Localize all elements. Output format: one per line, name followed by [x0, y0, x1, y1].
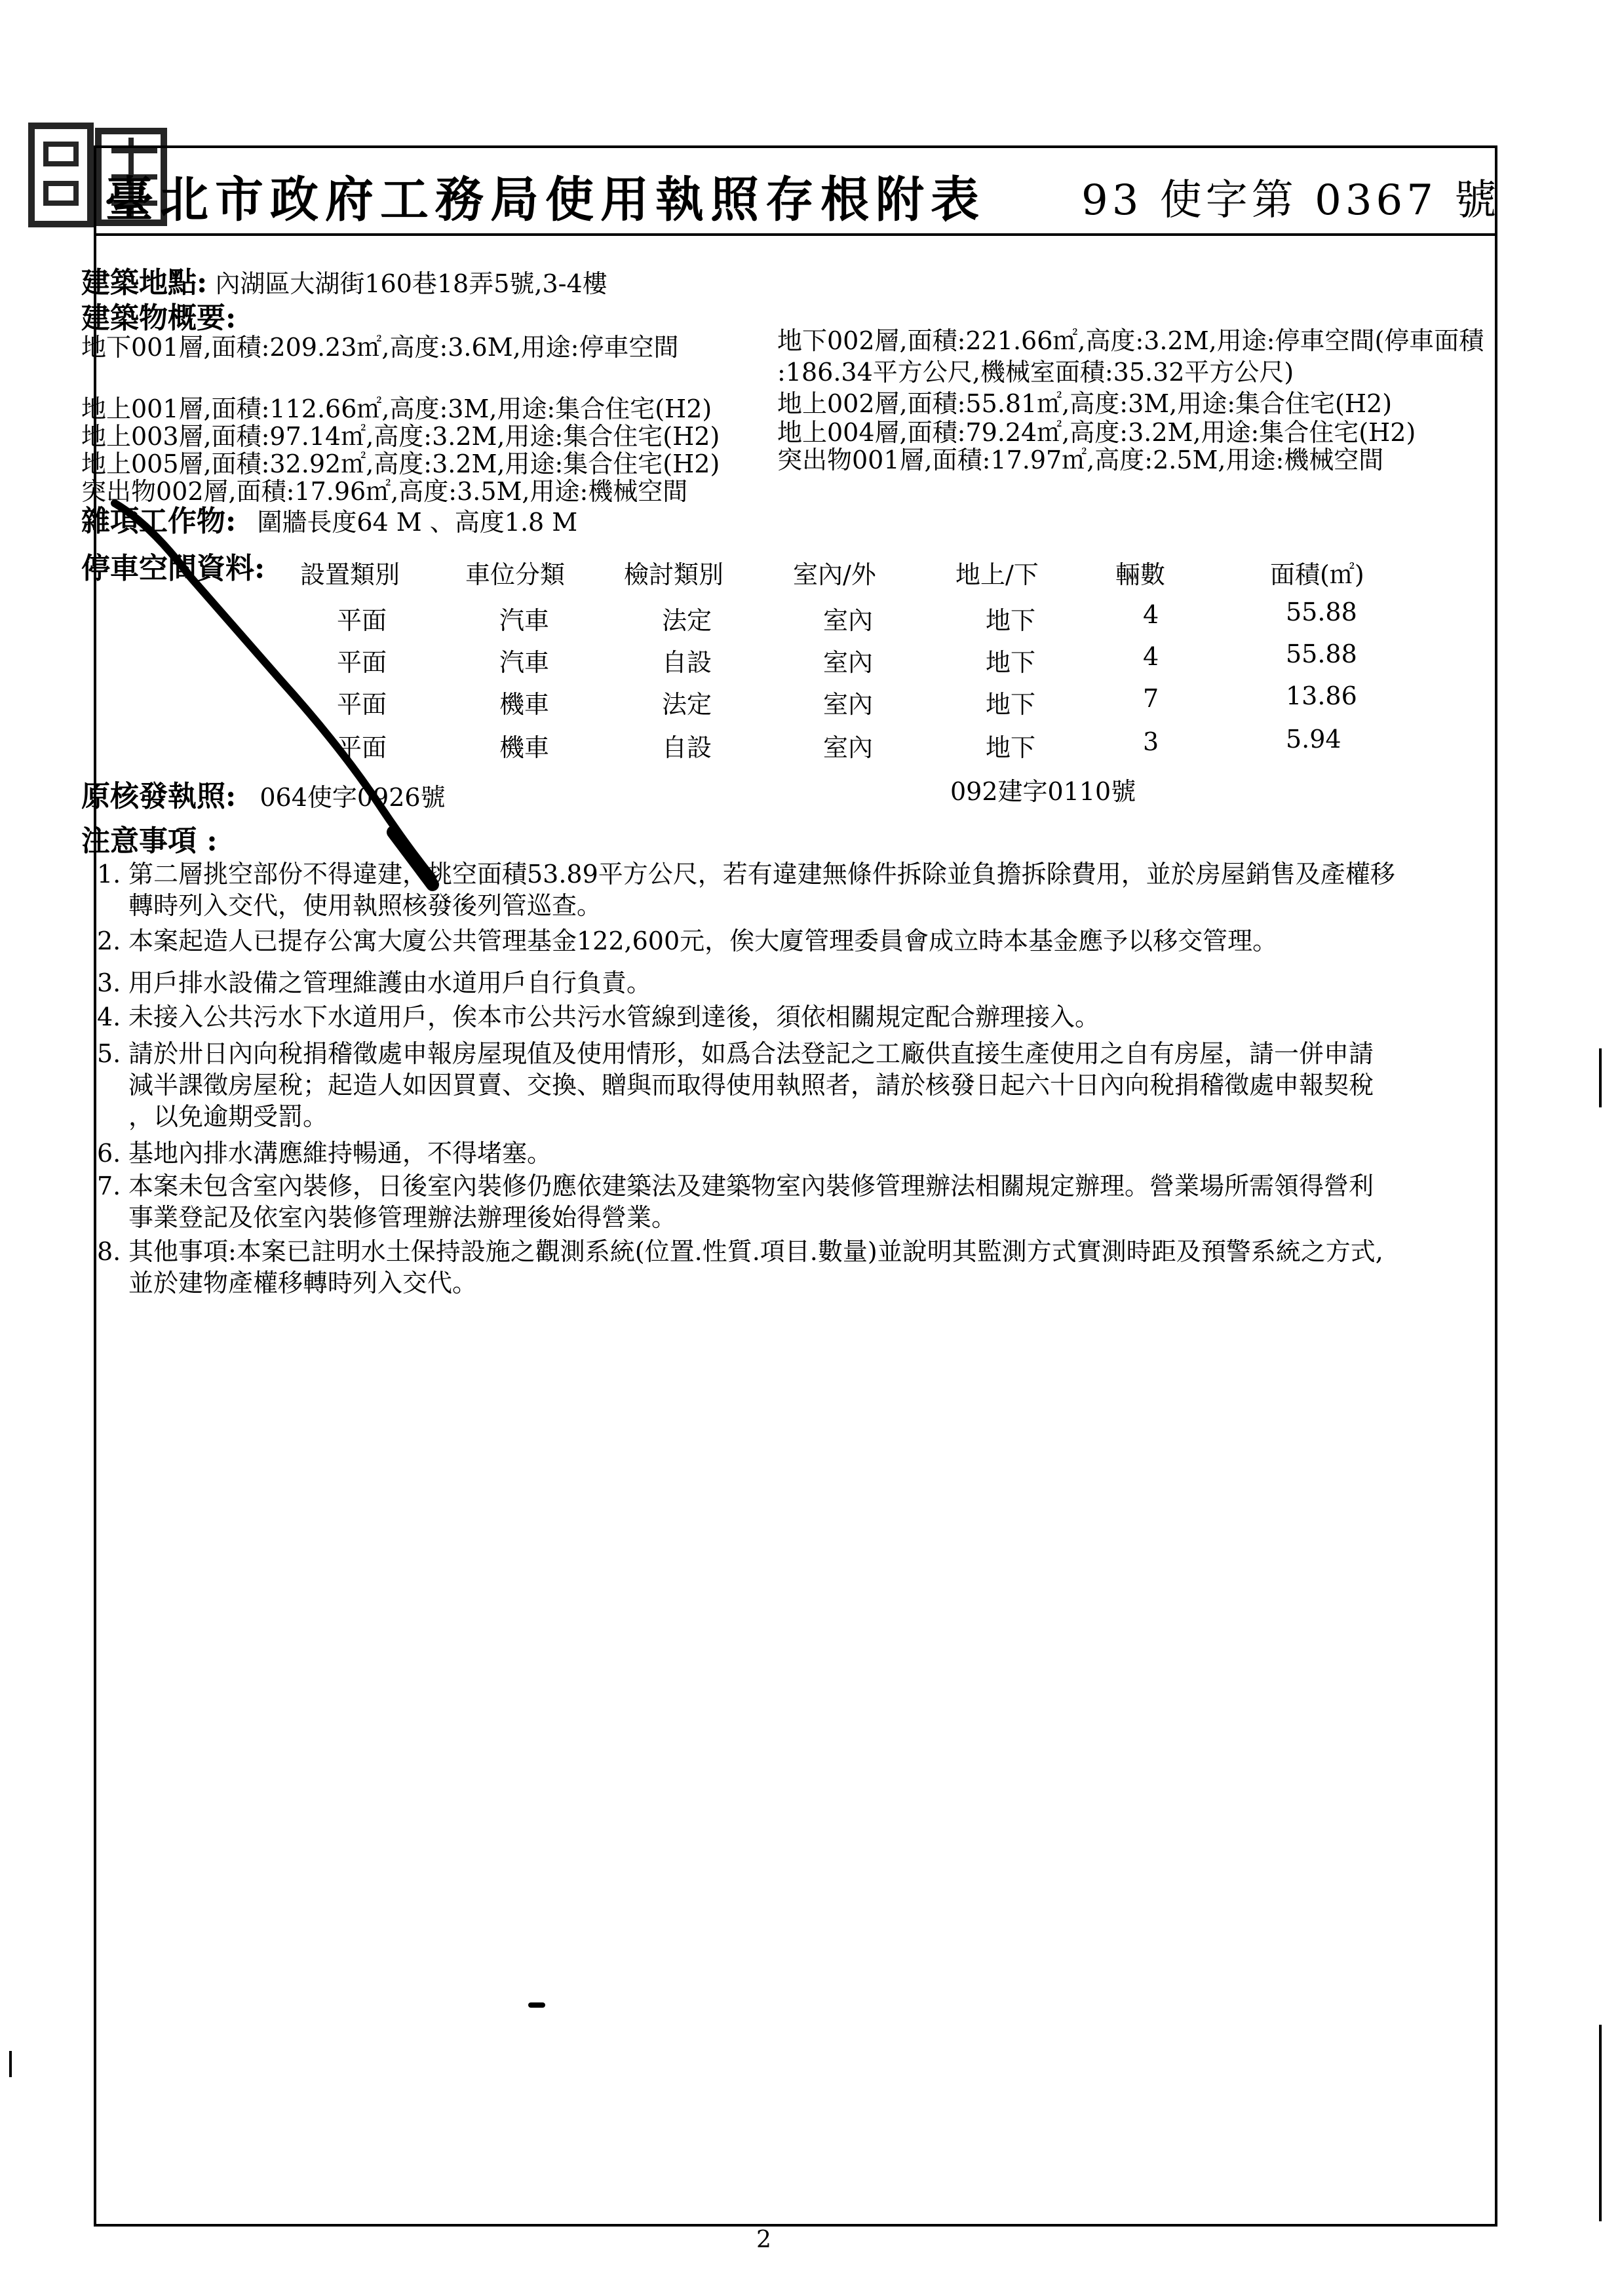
note-number: 4.	[97, 1003, 121, 1031]
parking-header: 輛數	[1115, 560, 1166, 589]
floor-r1: 突出物001層,面積:17.97㎡,高度:2.5M,用途:機械空間	[777, 446, 1384, 474]
note-number: 7.	[97, 1172, 121, 1200]
floor-f3: 地上003層,面積:97.14㎡,高度:3.2M,用途:集合住宅(H2)	[81, 422, 720, 451]
floor-b2-line1: 地下002層,面積:221.66㎡,高度:3.2M,用途:停車空間(停車面積	[777, 326, 1484, 355]
parking-cell: 55.88	[1286, 598, 1357, 626]
site-label: 建築地點:	[81, 266, 208, 299]
note-text: 減半課徵房屋稅；起造人如因買賣、交換、贈與而取得使用執照者，請於核發日起六十日內向稅捐稽徵處申報契稅	[128, 1071, 1374, 1100]
document-title: 臺北市政府工務局使用執照存根附表	[105, 172, 986, 228]
parking-cell: 55.88	[1286, 640, 1357, 668]
note-text: 未接入公共污水下水道用戶，俟本市公共污水管線到達後，須依相關規定配合辦理接入。	[128, 1003, 1100, 1031]
parking-cell: 4	[1143, 600, 1159, 629]
parking-cell: 地下	[986, 690, 1036, 719]
note-text: 基地內排水溝應維持暢通，不得堵塞。	[128, 1139, 552, 1168]
parking-header: 檢討類別	[624, 560, 724, 589]
notes-title: 注意事項 :	[81, 824, 218, 858]
parking-cell: 室內	[823, 733, 874, 762]
floor-f4: 地上004層,面積:79.24㎡,高度:3.2M,用途:集合住宅(H2)	[777, 418, 1416, 447]
note-number: 3.	[97, 968, 121, 997]
note-text: 本案起造人已提存公寓大廈公共管理基金122,600元，俟大廈管理委員會成立時本基金應予以移交管理。	[128, 927, 1278, 955]
note-text: 請於卅日內向稅捐稽徵處申報房屋現值及使用情形，如爲合法登記之工廠供直接生產使用之自有房屋，請一併申請	[128, 1039, 1374, 1068]
note-text: 本案未包含室內裝修，日後室內裝修仍應依建築法及建築物室內裝修管理辦法相關規定辦理。營業場所需領得營利	[128, 1172, 1374, 1200]
note-text: ，以免逾期受罰。	[128, 1102, 328, 1131]
parking-cell: 自設	[662, 733, 712, 762]
parking-cell: 室內	[823, 690, 874, 719]
parking-cell: 法定	[662, 690, 712, 719]
floor-b1: 地下001層,面積:209.23㎡,高度:3.6M,用途:停車空間	[81, 333, 679, 362]
floor-f2: 地上002層,面積:55.81㎡,高度:3M,用途:集合住宅(H2)	[777, 389, 1393, 418]
parking-header: 車位分類	[465, 560, 566, 589]
note-text: 並於建物產權移轉時列入交代。	[128, 1269, 478, 1297]
note-number: 2.	[97, 927, 121, 955]
note-text: 其他事項:本案已註明水土保持設施之觀測系統(位置.性質.項目.數量)並說明其監測方式實測時距及預警系統之方式,	[128, 1237, 1383, 1266]
floor-r2: 突出物002層,面積:17.96㎡,高度:3.5M,用途:機械空間	[81, 477, 688, 506]
parking-cell: 室內	[823, 606, 874, 635]
parking-cell: 自設	[662, 648, 712, 677]
scan-edge-mark	[1599, 2025, 1602, 2221]
original-license-label: 原核發執照:	[81, 780, 237, 813]
parking-header: 室內/外	[793, 560, 876, 589]
parking-cell: 機車	[499, 690, 550, 719]
parking-label: 停車空間資料:	[81, 552, 265, 585]
floor-f1: 地上001層,面積:112.66㎡,高度:3M,用途:集合住宅(H2)	[81, 394, 712, 423]
original-license-value-2: 092建字0110號	[950, 777, 1136, 806]
floor-b2-line2: :186.34平方公尺,機械室面積:35.32平方公尺)	[777, 358, 1294, 387]
site-value: 內湖區大湖街160巷18弄5號,3-4樓	[215, 269, 608, 298]
original-license-value: 064使字0926號	[260, 783, 446, 812]
parking-cell: 平面	[337, 733, 387, 762]
parking-cell: 汽車	[499, 648, 550, 677]
parking-cell: 平面	[337, 648, 387, 677]
parking-cell: 平面	[337, 690, 387, 719]
parking-cell: 地下	[986, 648, 1036, 677]
overview-label: 建築物概要:	[81, 301, 237, 335]
permit-number: 93 使字第 0367 號	[1081, 176, 1501, 225]
note-number: 5.	[97, 1039, 121, 1068]
parking-cell: 地下	[986, 606, 1036, 635]
parking-cell: 機車	[499, 733, 550, 762]
floor-f5: 地上005層,面積:32.92㎡,高度:3.2M,用途:集合住宅(H2)	[81, 450, 720, 478]
parking-cell: 地下	[986, 733, 1036, 762]
parking-cell: 3	[1143, 727, 1159, 756]
parking-cell: 4	[1143, 642, 1159, 671]
note-number: 6.	[97, 1139, 121, 1168]
note-text: 事業登記及依室內裝修管理辦法辦理後始得營業。	[128, 1203, 677, 1232]
parking-cell: 汽車	[499, 606, 550, 635]
parking-cell: 法定	[662, 606, 712, 635]
parking-header: 設置類別	[300, 560, 400, 589]
note-text: 轉時列入交代，使用執照核發後列管巡查。	[128, 891, 602, 920]
note-text: 第二層挑空部份不得違建，挑空面積53.89平方公尺，若有違建無條件拆除並負擔拆除費用，並於房屋銷售及產權移	[128, 860, 1395, 889]
misc-works-value: 圍牆長度64 M 、高度1.8 M	[257, 508, 578, 537]
parking-header: 地上/下	[955, 560, 1039, 589]
misc-works-label: 雜項工作物:	[81, 505, 237, 538]
parking-header: 面積(㎡)	[1270, 560, 1364, 589]
note-text: 用戶排水設備之管理維護由水道用戶自行負責。	[128, 968, 652, 997]
ink-speck	[528, 2002, 545, 2008]
parking-cell: 7	[1143, 684, 1159, 713]
page-number: 2	[756, 2227, 771, 2253]
scan-edge-mark	[9, 2051, 12, 2077]
scan-edge-mark	[1599, 1048, 1602, 1107]
parking-cell: 室內	[823, 648, 874, 677]
parking-cell: 13.86	[1286, 681, 1357, 710]
parking-cell: 平面	[337, 606, 387, 635]
note-number: 1.	[97, 860, 121, 889]
parking-cell: 5.94	[1286, 725, 1341, 754]
note-number: 8.	[97, 1237, 121, 1266]
